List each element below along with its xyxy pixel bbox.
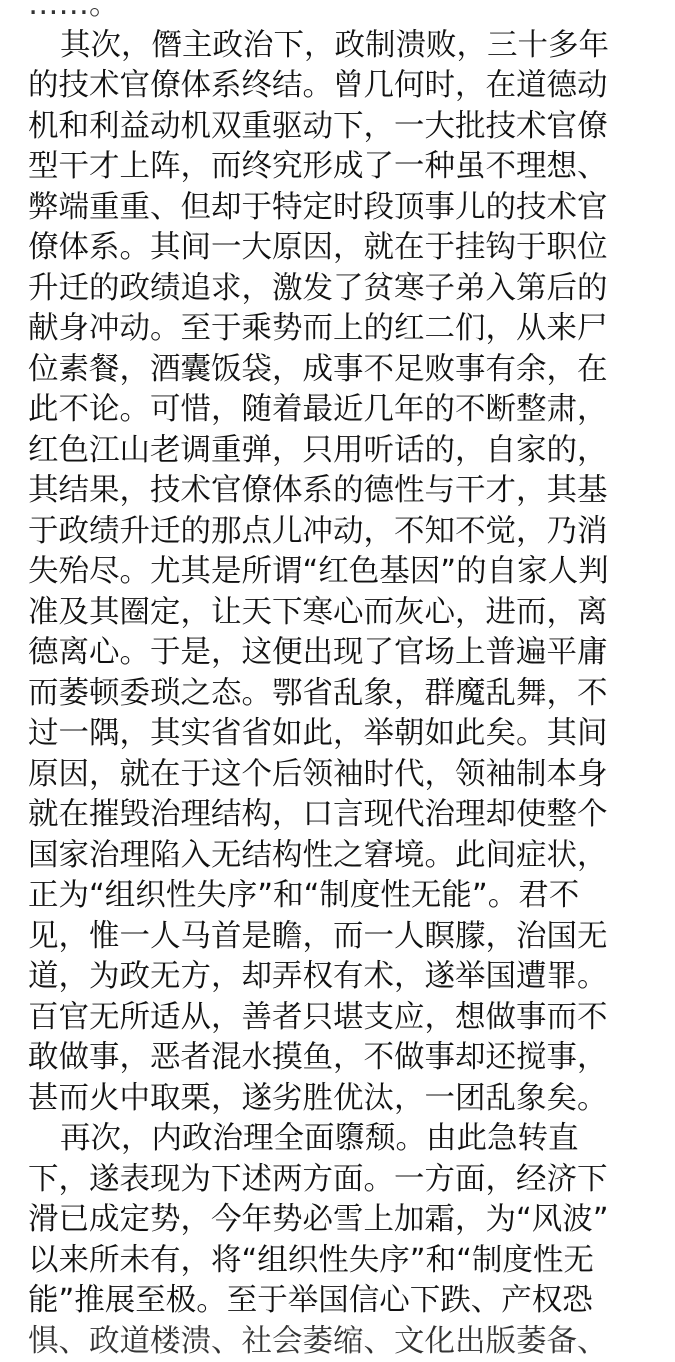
- text-line: 型干才上阵，而终究形成了一种虽不理想、: [28, 147, 650, 188]
- text-line: 僚体系。其间一大原因，就在于挂钩于职位: [28, 228, 650, 269]
- text-line: ……。: [28, 0, 650, 26]
- text-line: 原因，就在于这个后领袖时代，领袖制本身: [28, 755, 650, 796]
- text-line: 下，遂表现为下述两方面。一方面，经济下: [28, 1160, 650, 1201]
- text-line: 惧、政道楼溃、社会萎缩、文化出版萎备、: [28, 1322, 650, 1362]
- paragraph-start-line: 其次，僭主政治下，政制溃败，三十多年: [28, 26, 650, 67]
- article-body: [28, 0, 650, 1362]
- text-line: 敢做事，恶者混水摸鱼，不做事却还搅事，: [28, 1038, 650, 1079]
- text-line: 百官无所适从，善者只堪支应，想做事而不: [28, 998, 650, 1039]
- text-line: 此不论。可惜，随着最近几年的不断整肃，: [28, 390, 650, 431]
- text-line: 于政绩升迁的那点儿冲动，不知不觉，乃消: [28, 512, 650, 553]
- text-line: 过一隅，其实省省如此，举朝如此矣。其间: [28, 714, 650, 755]
- text-line: 而萎顿委琐之态。鄂省乱象，群魔乱舞，不: [28, 674, 650, 715]
- text-line: 其结果，技术官僚体系的德性与干才，其基: [28, 471, 650, 512]
- text-line: 甚而火中取栗，遂劣胜优汰，一团乱象矣。: [28, 1079, 650, 1120]
- text-line: 失殆尽。尤其是所谓“红色基因”的自家人判: [28, 552, 650, 593]
- text-line: 道，为政无方，却弄权有术，遂举国遭罪。: [28, 957, 650, 998]
- text-line: 位素餐，酒囊饭袋，成事不足败事有余，在: [28, 350, 650, 391]
- text-line: 的技术官僚体系终结。曾几何时，在道德动: [28, 66, 650, 107]
- text-line: 红色江山老调重弹，只用听话的，自家的，: [28, 431, 650, 472]
- text-line: 机和利益动机双重驱动下，一大批技术官僚: [28, 107, 650, 148]
- text-line: 准及其圈定，让天下寒心而灰心，进而，离: [28, 593, 650, 634]
- text-line: 能”推展至极。至于举国信心下跌、产权恐: [28, 1281, 650, 1322]
- paragraph-start-line: 再次，内政治理全面隳颓。由此急转直: [28, 1119, 650, 1160]
- text-line: 就在摧毁治理结构，口言现代治理却使整个: [28, 795, 650, 836]
- text-line: 德离心。于是，这便出现了官场上普遍平庸: [28, 633, 650, 674]
- text-line: 滑已成定势，今年势必雪上加霜，为“风波”: [28, 1200, 650, 1241]
- text-line: 以来所未有，将“组织性失序”和“制度性无: [28, 1241, 650, 1282]
- text-line: 升迁的政绩追求，激发了贫寒子弟入第后的: [28, 269, 650, 310]
- text-line: 献身冲动。至于乘势而上的红二们，从来尸: [28, 309, 650, 350]
- text-line: 正为“组织性失序”和“制度性无能”。君不: [28, 876, 650, 917]
- text-line: 国家治理陷入无结构性之窘境。此间症状，: [28, 836, 650, 877]
- text-line: 弊端重重、但却于特定时段顶事儿的技术官: [28, 188, 650, 229]
- text-line: 见，惟一人马首是瞻，而一人瞑朦，治国无: [28, 917, 650, 958]
